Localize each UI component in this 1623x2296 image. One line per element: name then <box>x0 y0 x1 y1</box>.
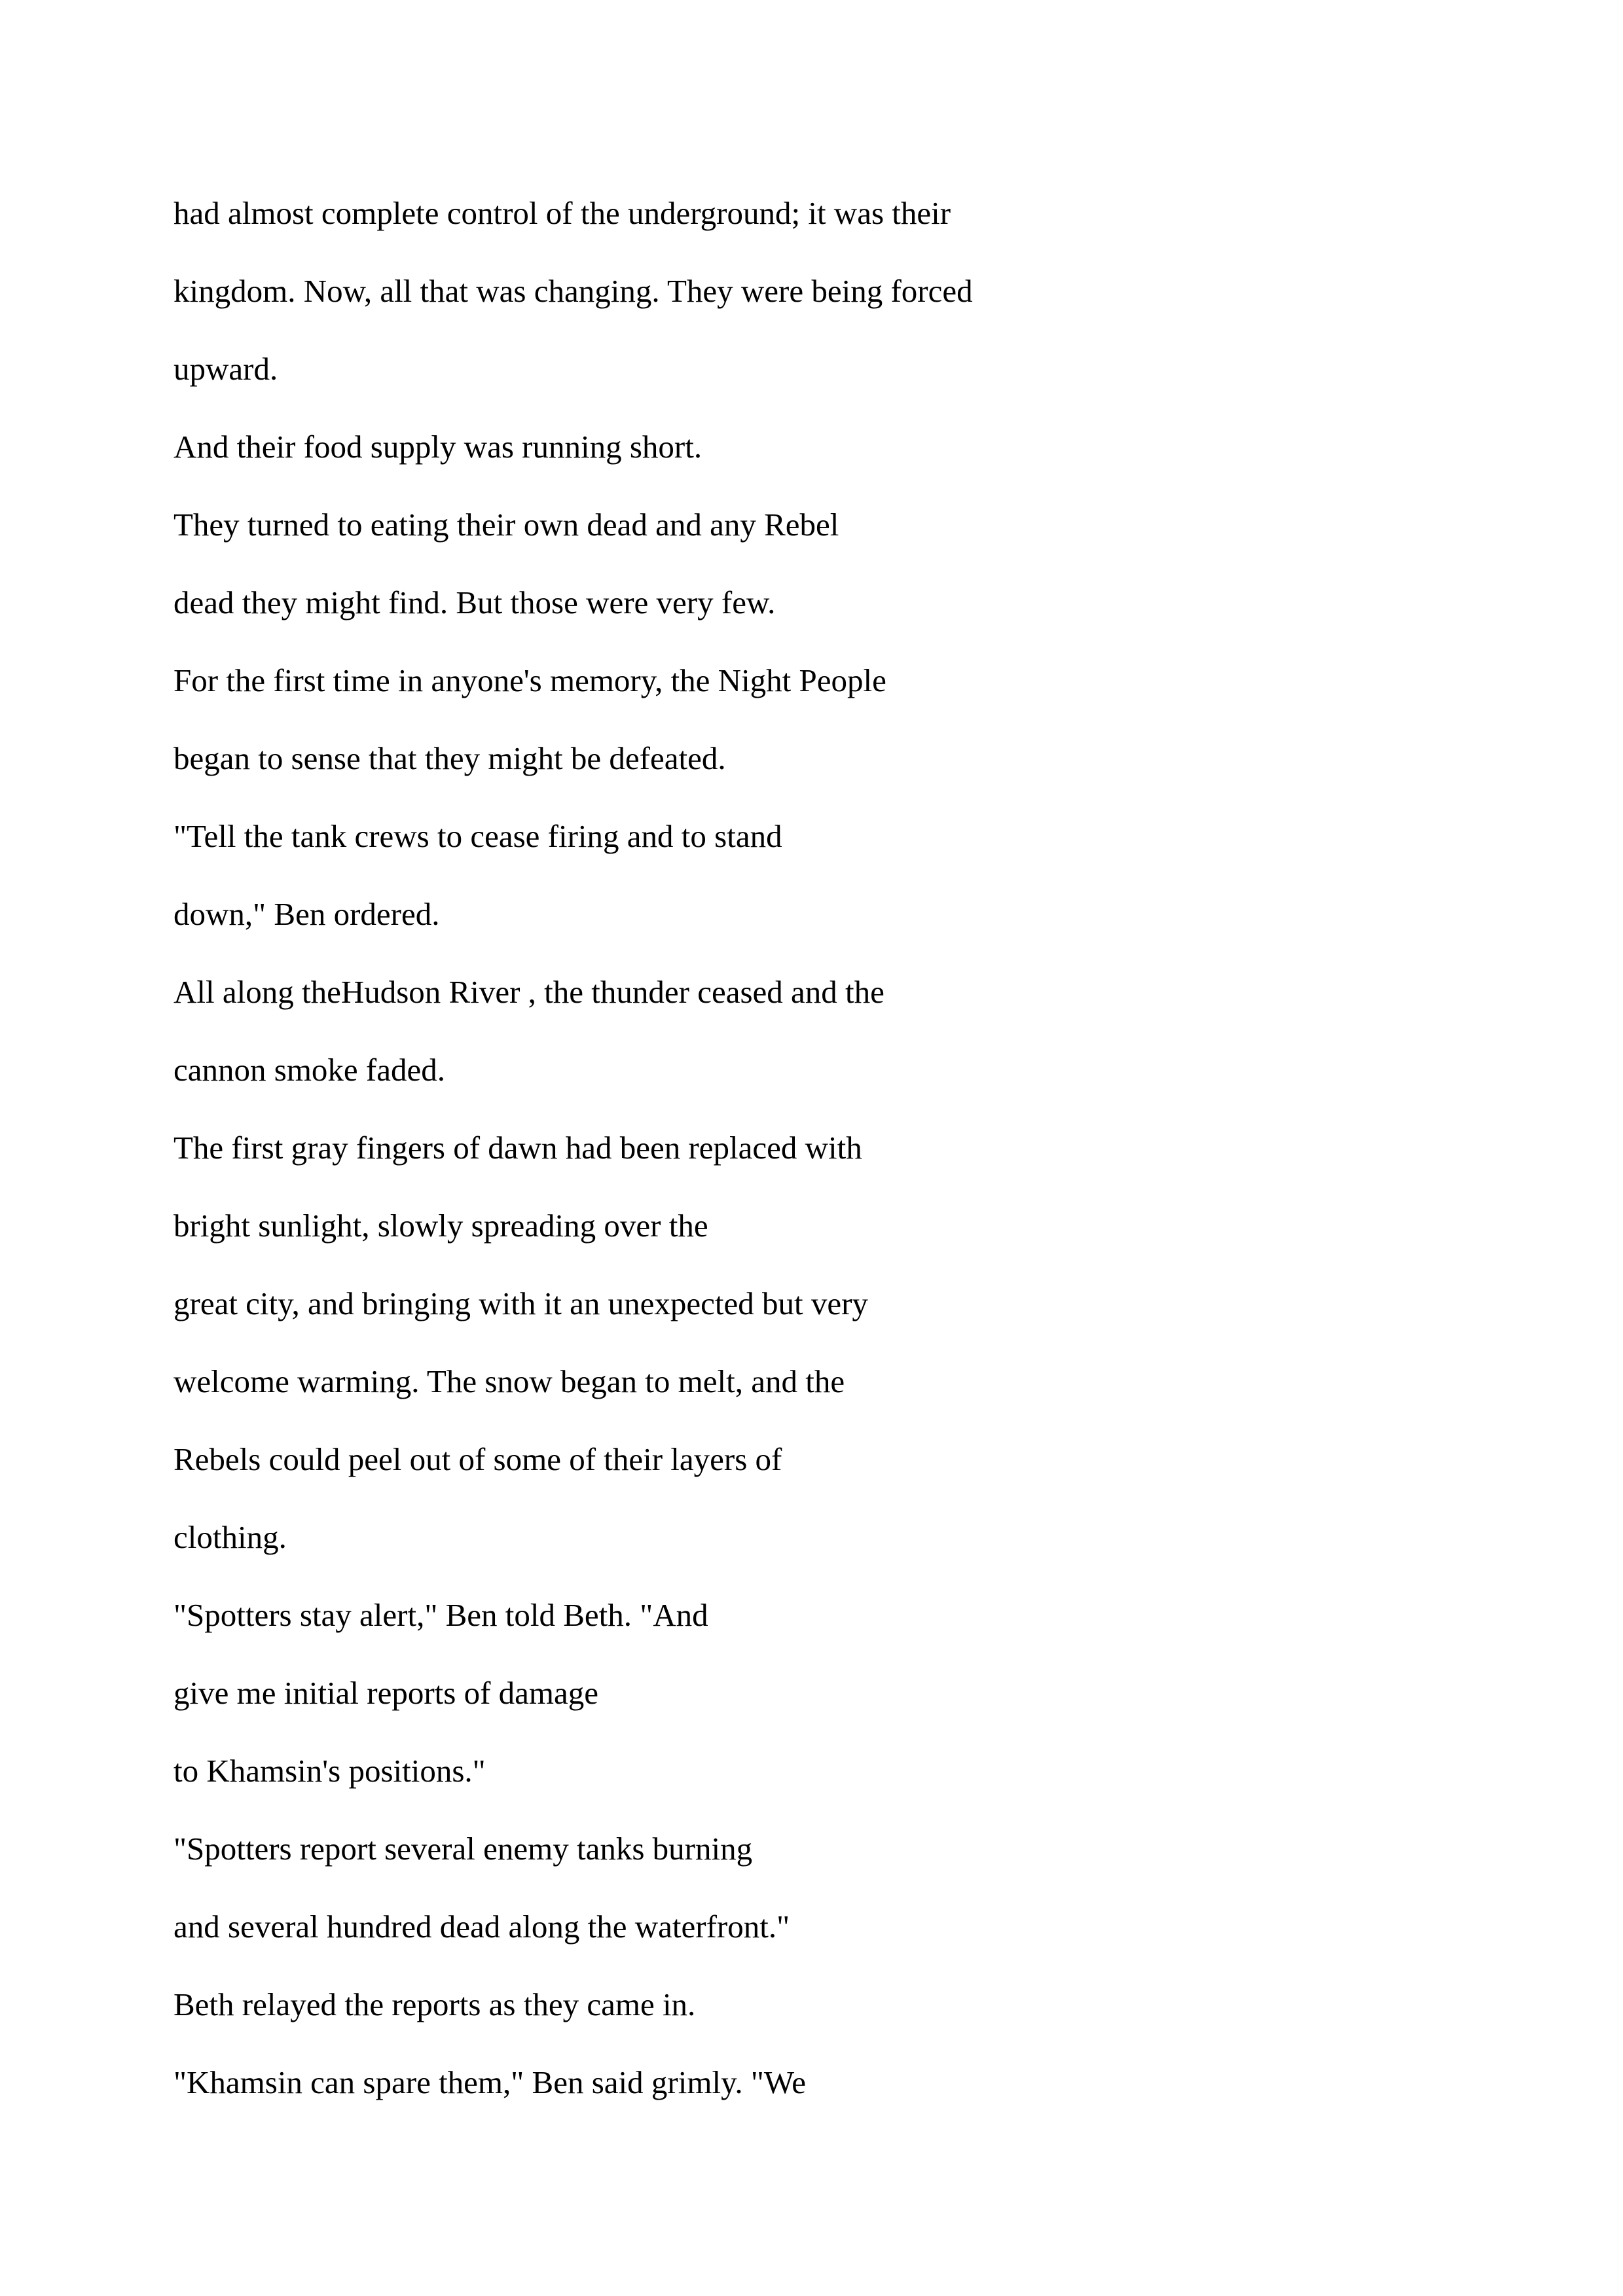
text-line: upward. <box>173 351 278 387</box>
body-text <box>173 190 1483 2137</box>
text-line: kingdom. Now, all that was changing. They were being forced <box>173 273 973 309</box>
text-line: Rebels could peel out of some of their layers of <box>173 1441 782 1477</box>
text-line: All along theHudson River , the thunder ceased and the <box>173 974 884 1010</box>
text-line: had almost complete control of the underground; it was their <box>173 195 951 231</box>
text-line: began to sense that they might be defeated. <box>173 740 726 776</box>
text-line: clothing. <box>173 1519 287 1555</box>
text-line: For the first time in anyone's memory, the Night People <box>173 662 886 698</box>
text-line: cannon smoke faded. <box>173 1052 445 1088</box>
text-line: welcome warming. The snow began to melt, and the <box>173 1363 845 1399</box>
text-line: "Khamsin can spare them," Ben said grimly. "We <box>173 2064 806 2100</box>
text-line: great city, and bringing with it an unexpected but very <box>173 1285 868 1321</box>
text-line: give me initial reports of damage <box>173 1675 599 1711</box>
text-line: dead they might find. But those were very few. <box>173 584 776 620</box>
text-line: "Spotters report several enemy tanks burning <box>173 1831 753 1867</box>
text-line: Beth relayed the reports as they came in. <box>173 1986 696 2022</box>
text-line: "Tell the tank crews to cease firing and to stand <box>173 818 782 854</box>
text-line: They turned to eating their own dead and any Rebel <box>173 507 839 543</box>
text-line: And their food supply was running short. <box>173 429 702 465</box>
text-line: to Khamsin's positions." <box>173 1753 486 1789</box>
text-line: and several hundred dead along the waterfront." <box>173 1909 790 1945</box>
text-line: bright sunlight, slowly spreading over the <box>173 1208 708 1244</box>
text-line: down," Ben ordered. <box>173 896 440 932</box>
text-line: The first gray fingers of dawn had been replaced with <box>173 1130 862 1166</box>
text-line: "Spotters stay alert," Ben told Beth. "And <box>173 1597 708 1633</box>
